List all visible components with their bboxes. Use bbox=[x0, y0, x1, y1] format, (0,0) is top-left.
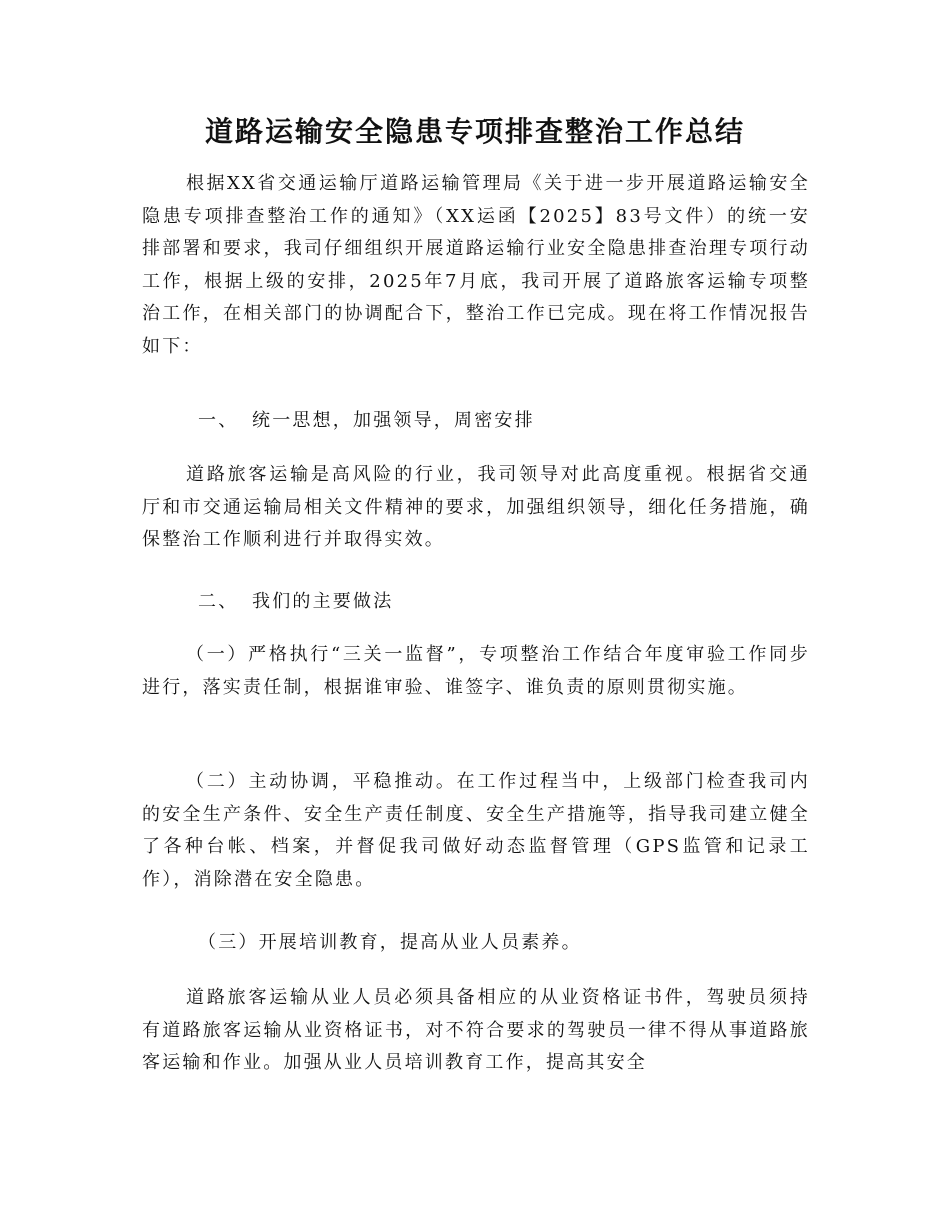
section-2-item-1-paragraph: （一）严格执行“三关一监督”，专项整治工作结合年度审验工作同步进行，落实责任制，根据谁审验、谁签字、谁负责的原则贯彻实施。 bbox=[142, 644, 810, 698]
section-2-number: 二、 bbox=[198, 591, 239, 612]
section-2-item-3-heading: （三）开展培训教育，提高从业人员素养。 bbox=[198, 932, 582, 953]
section-1-paragraph: 道路旅客运输是高风险的行业，我司领导对此高度重视。根据省交通厅和市交通运输局相关文件精神的要求，加强组织领导，细化任务措施，确保整治工作顺利进行并取得实效。 bbox=[142, 464, 810, 550]
section-2-heading-text: 我们的主要做法 bbox=[252, 591, 394, 612]
intro-paragraph: 根据XX省交通运输厅道路运输管理局《关于进一步开展道路运输安全隐患专项排查整治工作的通知》（XX运函【2025】83号文件）的统一安排部署和要求，我司仔细组织开展道路运输行业安全隐患排查治理专项行动工作，根据上级的安排，2025年7月底，我司开展了道路旅客运输专项整治工作，在相关部门的协调配合下，整治工作已完成。现在将工作情况报告如下： bbox=[142, 173, 810, 357]
section-2-heading bbox=[198, 586, 393, 619]
section-1-number: 一、 bbox=[198, 410, 239, 431]
section-1-heading-text: 统一思想，加强领导，周密安排 bbox=[252, 410, 535, 431]
section-2-item-3-paragraph: 道路旅客运输从业人员必须具备相应的从业资格证书件，驾驶员须持有道路旅客运输从业资格证书，对不符合要求的驾驶员一律不得从事道路旅客运输和作业。加强从业人员培训教育工作，提高其安全 bbox=[142, 987, 810, 1073]
section-1-heading bbox=[198, 405, 535, 438]
section-2-item-2-paragraph: （二）主动协调，平稳推动。在工作过程当中，上级部门检查我司内的安全生产条件、安全生产责任制度、安全生产措施等，指导我司建立健全了各种台帐、档案，并督促我司做好动态监督管理（GPS监管和记录工作），消除潜在安全隐患。 bbox=[142, 771, 810, 890]
document-title: 道路运输安全隐患专项排查整治工作总结 bbox=[204, 115, 745, 148]
